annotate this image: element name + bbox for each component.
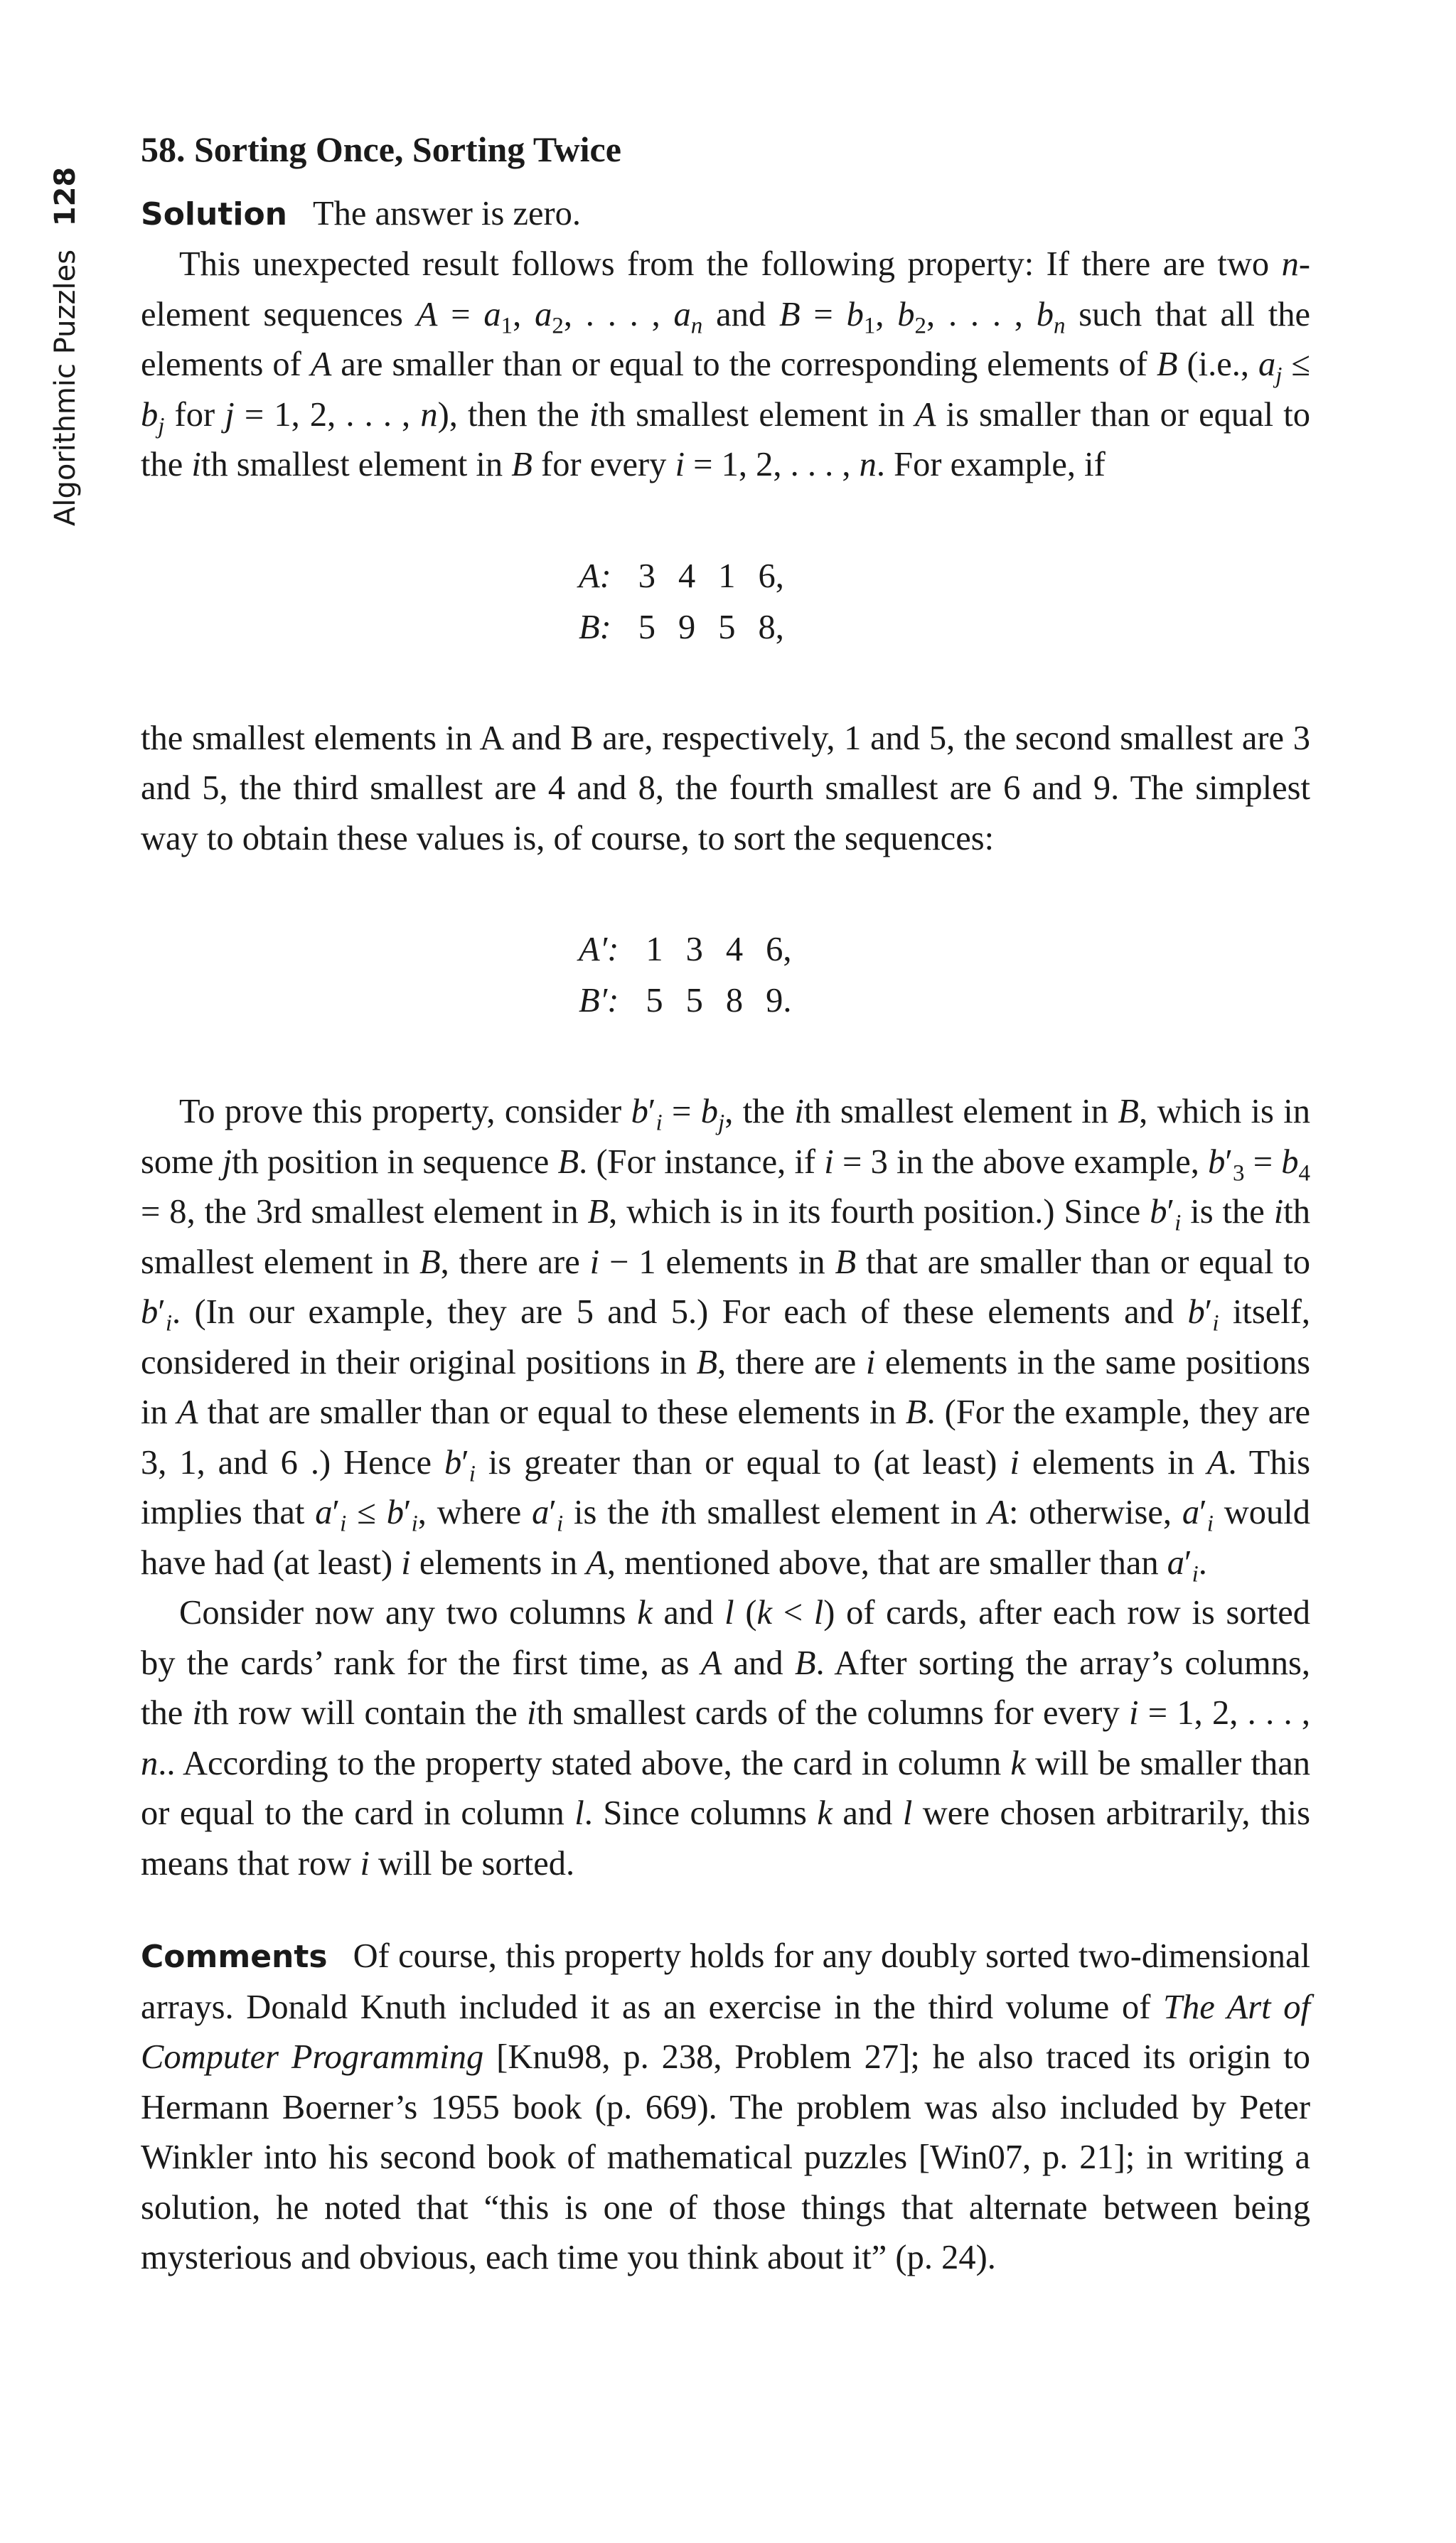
paragraph-property: This unexpected result follows from the following property: If there are two n-element sequences $A = a_1$, $a_2$, . . . , $a_n$ and $B = b_1$, $b_2$, . . . , $b_n$ such that all the elements of A are smaller than or equal to the corresponding elements of B (i.e., $a_j \le b_j$ for j = 1, 2, . . . , n), then the ith smallest element in A is smaller than or equal to the ith smallest element in B for every i = 1, 2, . . . , n. For example, if	[141, 245, 1311, 483]
page-body	[141, 124, 1310, 2284]
comments-paragraph: Comments Of course, this property holds for any doubly sorted two-dimensional arrays. Donald Knuth included it as an exercise in the third volume of The Art of Computer Programming [Knu98, p. 238, Problem 27]; he also traced its origin to Hermann Boerner’s 1955 book (p. 669). The problem was also included by Peter Winkler into his second book of mathematical puzzles [Win07, p. 21]; in writing a solution, he noted that “this is one of those things that alternate between being mysterious and obvious, each time you think about it” (p. 24).	[141, 1937, 1310, 2276]
book-title: The Art of Computer Programming	[141, 1988, 1310, 2076]
solution-answer: The answer is zero.	[313, 194, 582, 232]
running-title: Algorithmic Puzzles	[49, 249, 82, 526]
example-sequences-table	[567, 551, 796, 653]
running-header	[28, 128, 85, 526]
comments-label: Comments	[141, 1939, 328, 1975]
solution-line	[141, 189, 1310, 240]
paragraph-columns: Consider now any two columns k and l (k < l) of cards, after each row is sorted by the cards’ rank for the first time, as A and B. After sorting the array’s columns, the ith row will contain the ith smallest cards of the columns for every i = 1, 2, . . . , n.. According to the property stated above, the card in column k will be smaller than or equal to the card in column l. Since columns k and l were chosen arbitrarily, this means that row i will be sorted.	[141, 1594, 1311, 1883]
table-row: A: 3 4 1 6,	[579, 557, 784, 595]
paragraph-smallest: the smallest elements in A and B are, respectively, 1 and 5, the second smallest are 3 and 5, the third smallest are 4 and 8, the fourth smallest are 6 and 9. The simplest way to obtain these values is, of course, to sort the sequences:	[141, 719, 1310, 857]
table-row: B: 5 9 5 8,	[579, 608, 784, 646]
table-row: B′: 5 5 8 9.	[579, 982, 792, 1019]
solution-label: Solution	[141, 196, 287, 232]
section-heading: 58. Sorting Once, Sorting Twice	[141, 129, 621, 169]
paragraph-proof: To prove this property, consider $b'_i = b_j$, the ith smallest element in B, which is in some jth position in sequence B. (For instance, if i = 3 in the above example, $b'_3 = b_4 = 8$, the 3rd smallest element in B, which is in its fourth position.) Since $b'_i$ is the ith smallest element in B, there are i − 1 elements in B that are smaller than or equal to $b'_i$. (In our example, they are 5 and 5.) For each of these elements and $b'_i$ itself, considered in their original positions in B, there are i elements in the same positions in A that are smaller than or equal to these elements in B. (For the example, they are 3, 1, and 6 .) Hence $b'_i$ is greater than or equal to (at least) i elements in A. This implies that $a'_i \le b'_i$, where $a'_i$ is the ith smallest element in A: otherwise, $a'_i$ would have had (at least) i elements in A, mentioned above, that are smaller than $a'_i$.	[141, 1093, 1311, 1588]
table-row: A′: 1 3 4 6,	[579, 931, 792, 968]
page-number: 128	[49, 166, 82, 227]
sorted-sequences-table	[567, 924, 803, 1027]
